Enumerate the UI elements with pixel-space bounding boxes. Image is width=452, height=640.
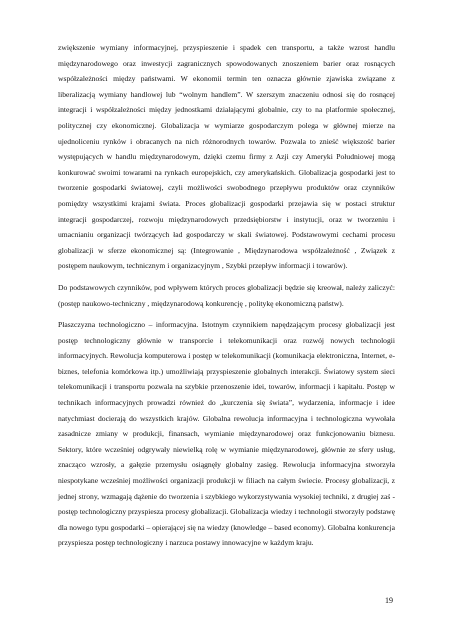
paragraph-technology-information: Płaszczyzna technologiczno – informacyjna. Istotnym czynnikiem napędzającym procesy globalizacji jest postęp technologiczny głównie w transporcie i telekomunikacji oraz rozwój nowych technologii informacyjnych. Rewolucja komputerowa i postęp w telekomunikacji (komunikacja elektroniczna, Internet, e-biznes, telefonia komórkowa itp.) umożliwiają przyspieszenie globalnych interakcji. Światowy system sieci telekomunikacji i transportu pozwala na szybkie przenoszenie idei, towarów, informacji i kapitału. Postęp w technikach informacyjnych prowadzi również do „kurczenia się świata”, wydarzenia, informacje i idee natychmiast docierają do wszystkich krajów. Globalna rewolucja informacyjna i technologiczna wywołała zasadnicze zmiany w produkcji, finansach, wymianie międzynarodowej oraz funkcjonowaniu biznesu. Sektory, które wcześniej odgrywały niewielką rolę w wymianie międzynarodowej, głównie ze sfery usług, znacząco wzrosły, a gałęzie przemysłu osiągnęły globalny zasięg. Rewolucja informacyjna stworzyła niespotykane wcześniej możliwości organizacji produkcji w filiach na całym świecie. Procesy globalizacji, z jednej strony, wzmagają dążenie do tworzenia i szybkiego wykorzystywania wysokiej techniki, z drugiej zaś - postęp technologiczny przyspiesza procesy globalizacji. Globalizacja wiedzy i technologii stworzyły podstawę dla nowego typu gospodarki – opierającej się na wiedzy (knowledge – based economy). Globalna konkurencja przyspiesza postęp technologiczny i narzuca postawy innowacyjne w każdym kraju. (58, 320, 395, 548)
paragraph-globalization-definition: zwiększenie wymiany informacyjnej, przyspieszenie i spadek cen transportu, a także wzrost handlu międzynarodowego oraz inwestycji zagranicznych spowodowanych znoszeniem barier oraz rosnących współzależności między państwami. W ekonomii termin ten oznacza głównie zjawiska związane z liberalizacją wymiany handlowej lub “wolnym handlem”. W szerszym znaczeniu odnosi się do rosnącej integracji i współzależności między jednostkami działającymi globalnie, czy to na platformie społecznej, politycznej czy ekonomicznej. Globalizacja w wymiarze gospodarczym polega w głównej mierze na ujednoliceniu rynków i obracanych na nich różnorodnych towarów. Pozwala to znieść większość barier występujących w handlu międzynarodowym, dzięki czemu firmy z Azji czy Ameryki Południowej mogą konkurować swoimi towarami na rynkach europejskich, czy amerykańskich. Globalizacja gospodarki jest to tworzenie gospodarki światowej, czyli możliwości swobodnego przepływu produktów oraz czynników pomiędzy wszystkimi krajami świata. Proces globalizacji gospodarki przejawia się w postaci struktur integracji gospodarczej, rozwoju międzynarodowych przedsiębiorstw i instytucji, oraz w tworzeniu i umacnianiu organizacji twórzących ład gospodarczy w skali światowej. Podstawowymi cechami procesu globalizacji w sferze ekonomicznej są: (Integrowanie , Międzynarodowa współzależność , Związek z postępem naukowym, technicznym i organizacyjnym , Szybki przepływ informacji i towarów). (58, 43, 395, 271)
page-number: 19 (385, 596, 393, 605)
paragraph-basic-factors: Do podstawowych czynników, pod wpływem których proces globalizacji będzie się kreował, należy zaliczyć: (postęp naukowo-techniczny , międzynarodową konkurencję , politykę ekonomiczną państw). (58, 282, 395, 308)
body-text (58, 40, 395, 557)
